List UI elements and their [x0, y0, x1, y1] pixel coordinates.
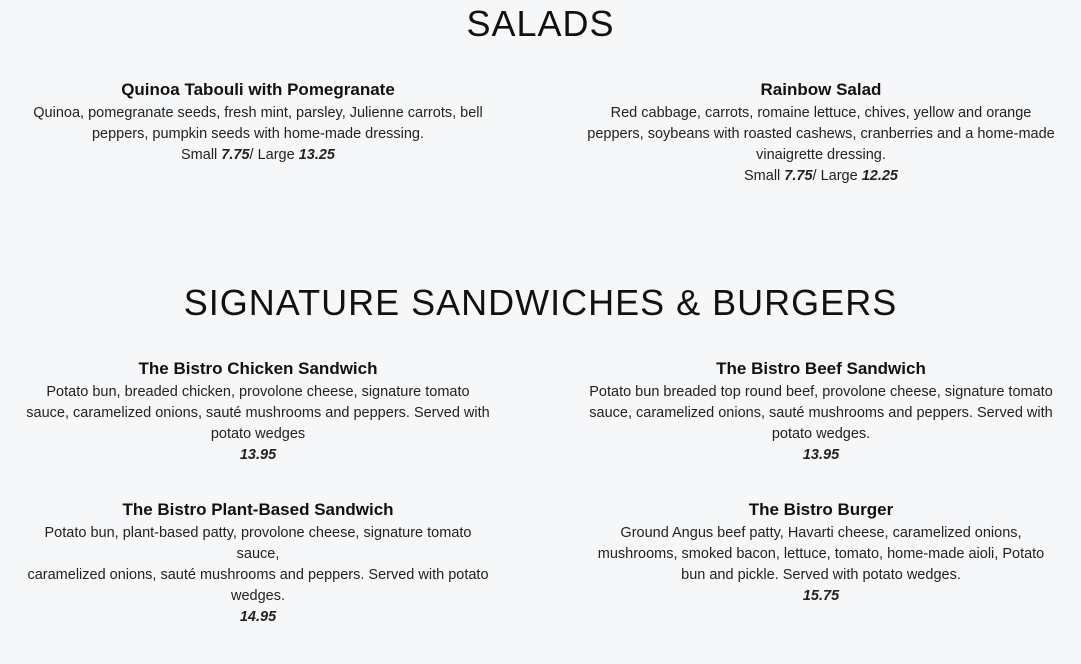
- section-title-salads: SALADS: [466, 3, 615, 44]
- menu-item-price: 13.95: [802, 447, 840, 463]
- menu-item-description: Quinoa, pomegranate seeds, fresh mint, parsley, Julienne carrots, bell peppers, pumpkin seeds with home-made dressing.: [33, 105, 483, 142]
- menu-item-description: Potato bun, breaded chicken, provolone cheese, signature tomato sauce, caramelized onions, sauté mushrooms and peppers. Served with potato wedges: [26, 384, 490, 442]
- menu-item-name: Rainbow Salad: [760, 80, 882, 99]
- small-price: 7.75: [784, 168, 813, 184]
- menu-item-price: 14.95: [239, 609, 277, 625]
- large-price: 13.25: [298, 147, 335, 163]
- menu-item-description: Ground Angus beef patty, Havarti cheese, caramelized onions, mushrooms, smoked bacon, lettuce, tomato, home-made aioli, Potato bun and pickle. Served with potato wedges.: [597, 525, 1045, 583]
- menu-item-bistro-chicken-sandwich: [26, 358, 490, 466]
- menu-item-price-line: [26, 445, 490, 466]
- menu-item-quinoa-tabouli: [28, 79, 488, 166]
- menu-item-price-line: [586, 166, 1056, 187]
- large-label: / Large: [249, 147, 299, 163]
- menu-item-description: Red cabbage, carrots, romaine lettuce, chives, yellow and orange peppers, soybeans with roasted cashews, cranberries and a home-made vinaigrette dressing.: [587, 105, 1055, 163]
- menu-item-name: The Bistro Plant-Based Sandwich: [122, 500, 394, 519]
- menu-item-bistro-burger: [594, 499, 1048, 607]
- menu-item-name: The Bistro Beef Sandwich: [716, 359, 926, 378]
- menu-item-description-line-2: caramelized onions, sauté mushrooms and peppers. Served with potato wedges.: [27, 567, 489, 604]
- small-label: Small: [181, 147, 222, 163]
- menu-item-description-line-1: Potato bun, plant-based patty, provolone cheese, signature tomato sauce,: [44, 525, 472, 562]
- menu-item-rainbow-salad: [586, 79, 1056, 187]
- menu-item-bistro-plant-based-sandwich: [24, 499, 492, 628]
- menu-item-price-line: [586, 445, 1056, 466]
- small-label: Small: [744, 168, 785, 184]
- menu-item-price-line: [28, 145, 488, 166]
- small-price: 7.75: [221, 147, 250, 163]
- section-title-sandwiches: SIGNATURE SANDWICHES & BURGERS: [183, 282, 898, 323]
- menu-item-name: The Bistro Burger: [748, 500, 894, 519]
- menu-item-price-line: [594, 586, 1048, 607]
- menu-item-price-line: [24, 607, 492, 628]
- large-label: / Large: [812, 168, 862, 184]
- menu-item-description: Potato bun breaded top round beef, provolone cheese, signature tomato sauce, caramelized onions, sauté mushrooms and peppers. Served with potato wedges.: [589, 384, 1053, 442]
- menu-item-price: 13.95: [239, 447, 277, 463]
- menu-item-name: The Bistro Chicken Sandwich: [138, 359, 378, 378]
- large-price: 12.25: [861, 168, 898, 184]
- menu-item-price: 15.75: [802, 588, 840, 604]
- menu-item-bistro-beef-sandwich: [586, 358, 1056, 466]
- menu-item-name: Quinoa Tabouli with Pomegranate: [121, 80, 395, 99]
